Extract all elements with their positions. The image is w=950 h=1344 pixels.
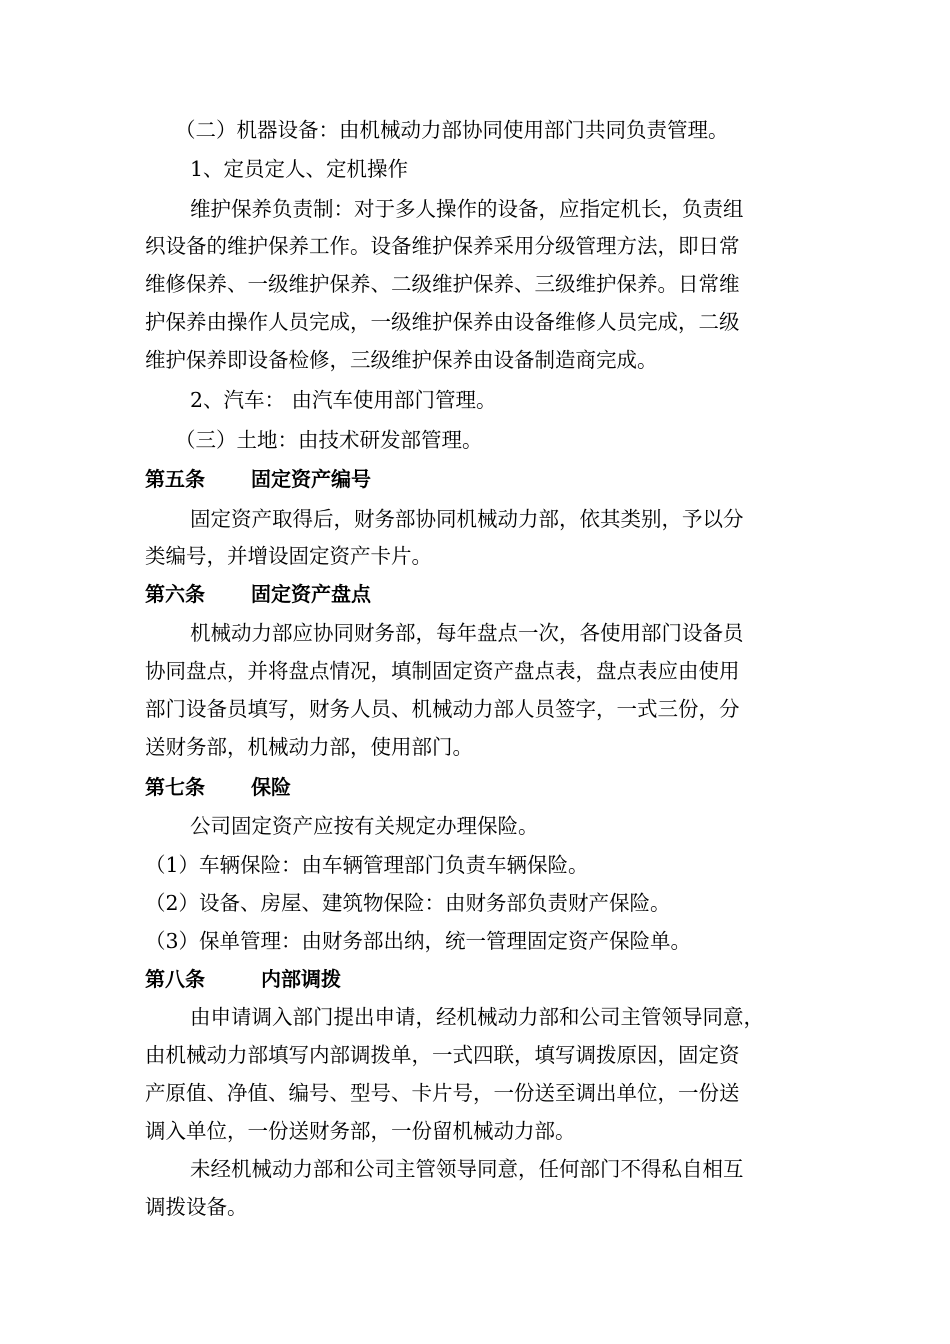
paragraph-line: 1、定员定人、定机操作 xyxy=(190,157,409,181)
article-heading xyxy=(145,773,825,801)
paragraph-line: 维护保养负责制：对于多人操作的设备，应指定机长，负责组 xyxy=(190,197,744,221)
article-title: 保险 xyxy=(251,775,291,799)
article-number: 第八条 xyxy=(145,967,205,991)
paragraph-line: 由机械动力部填写内部调拨单，一式四联，填写调拨原因，固定资 xyxy=(145,1043,740,1067)
paragraph-line: 产原值、净值、编号、型号、卡片号，一份送至调出单位，一份送 xyxy=(145,1081,740,1105)
paragraph-line: （1）车辆保险：由车辆管理部门负责车辆保险。 xyxy=(145,853,589,877)
paragraph-line: 固定资产取得后，财务部协同机械动力部，依其类别，予以分 xyxy=(190,507,744,531)
paragraph-line: 调拨设备。 xyxy=(145,1195,248,1219)
paragraph-line: （2）设备、房屋、建筑物保险：由财务部负责财产保险。 xyxy=(145,891,671,915)
paragraph-line: 类编号，并增设固定资产卡片。 xyxy=(145,544,432,568)
paragraph-line: 护保养由操作人员完成，一级维护保养由设备维修人员完成，二级 xyxy=(145,310,740,334)
article-number: 第六条 xyxy=(145,582,205,606)
article-title: 内部调拨 xyxy=(261,967,341,991)
article-title: 固定资产编号 xyxy=(251,467,371,491)
paragraph-line: 送财务部，机械动力部，使用部门。 xyxy=(145,735,473,759)
article-heading xyxy=(145,465,825,493)
paragraph-line: 部门设备员填写，财务人员、机械动力部人员签字，一式三份，分 xyxy=(145,697,740,721)
paragraph-line: （三）土地：由技术研发部管理。 xyxy=(175,428,483,452)
article-heading xyxy=(145,965,825,993)
paragraph-line: 调入单位，一份送财务部，一份留机械动力部。 xyxy=(145,1119,576,1143)
paragraph-line: 2、汽车： 由汽车使用部门管理。 xyxy=(190,388,497,412)
paragraph-line: 协同盘点，并将盘点情况，填制固定资产盘点表，盘点表应由使用 xyxy=(145,659,740,683)
paragraph-line: 由申请调入部门提出申请，经机械动力部和公司主管领导同意， xyxy=(190,1005,764,1029)
paragraph-line: （二）机器设备：由机械动力部协同使用部门共同负责管理。 xyxy=(175,118,729,142)
paragraph-line: 织设备的维护保养工作。设备维护保养采用分级管理方法，即日常 xyxy=(145,234,740,258)
paragraph-line: 维修保养、一级维护保养、二级维护保养、三级维护保养。日常维 xyxy=(145,272,740,296)
article-heading xyxy=(145,580,825,608)
paragraph-line: 公司固定资产应按有关规定办理保险。 xyxy=(190,814,539,838)
article-title: 固定资产盘点 xyxy=(251,582,371,606)
article-number: 第七条 xyxy=(145,775,205,799)
paragraph-line: 未经机械动力部和公司主管领导同意，任何部门不得私自相互 xyxy=(190,1157,744,1181)
paragraph-line: 机械动力部应协同财务部，每年盘点一次，各使用部门设备员 xyxy=(190,621,744,645)
paragraph-line: （3）保单管理：由财务部出纳，统一管理固定资产保险单。 xyxy=(145,929,692,953)
paragraph-line: 维护保养即设备检修，三级维护保养由设备制造商完成。 xyxy=(145,348,658,372)
article-number: 第五条 xyxy=(145,467,205,491)
